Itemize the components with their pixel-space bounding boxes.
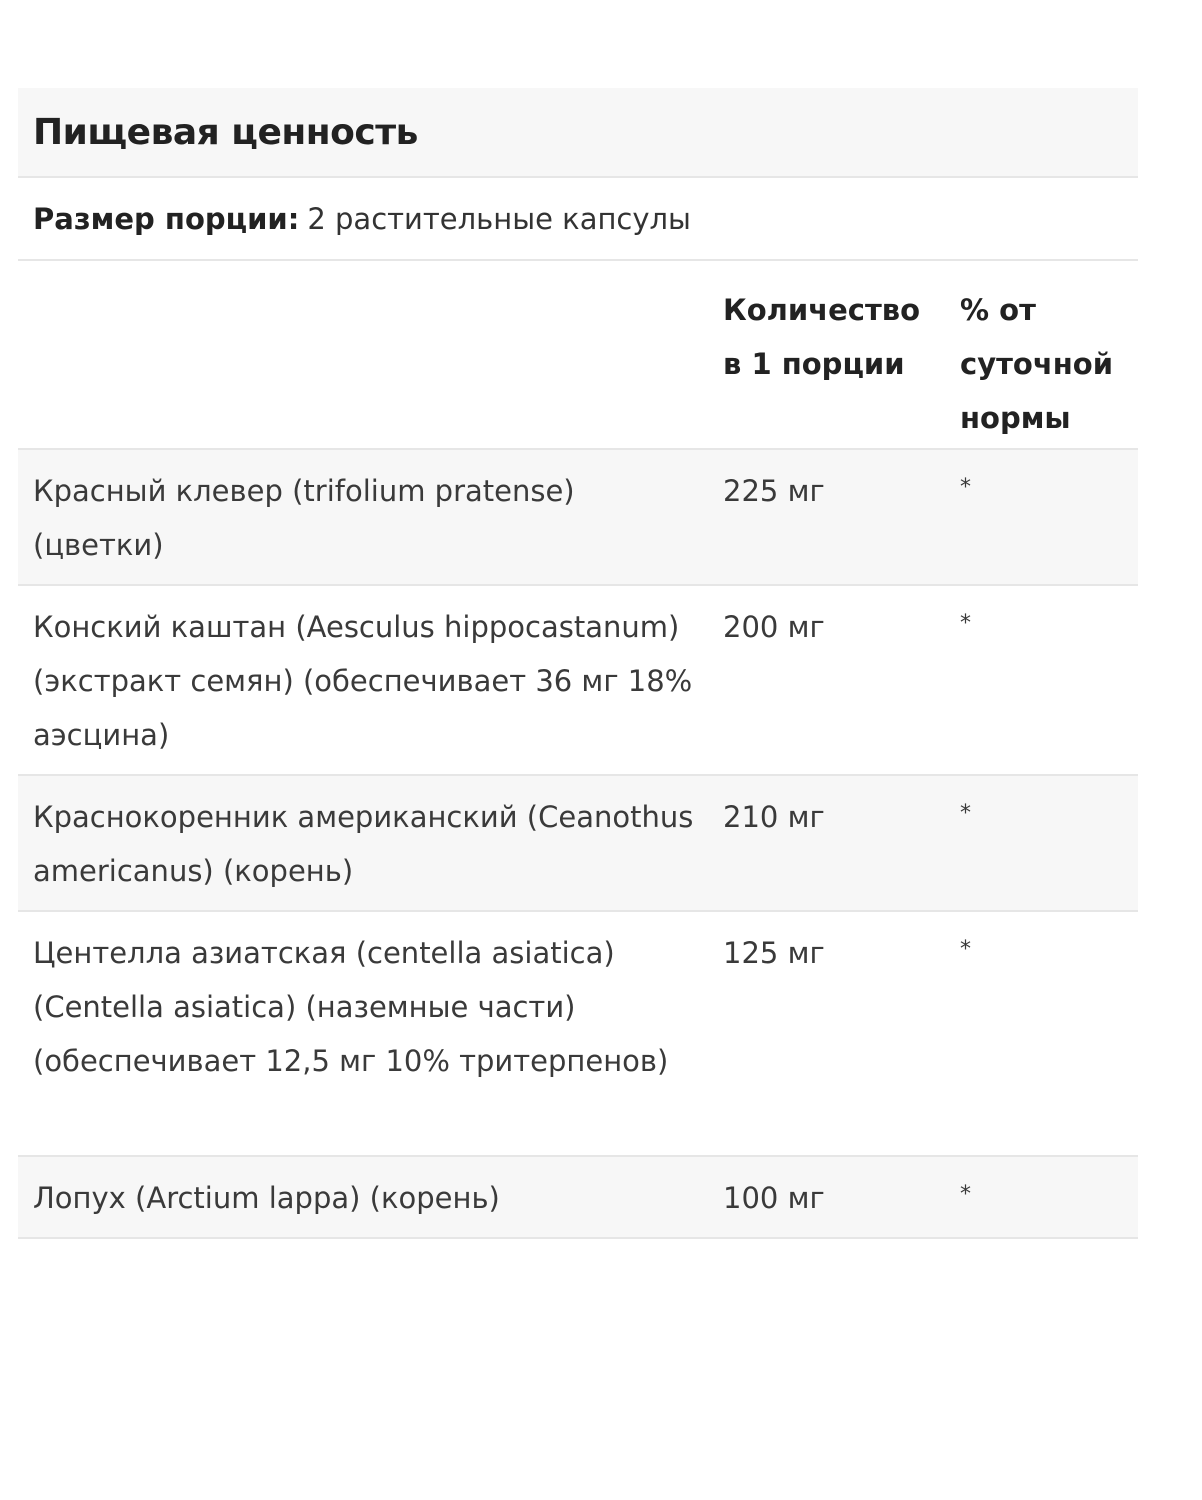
table-row	[18, 776, 1138, 912]
table-header-row	[18, 261, 1138, 450]
header-dv-line2: суточной	[960, 347, 1114, 381]
ingredient-name: Центелла азиатская (centella asiatica) (Centella asiatica) (наземные части) (обеспечивает 12,5 мг 10% тритерпенов)	[33, 936, 669, 1078]
header-dv-line1: % от	[960, 293, 1036, 327]
ingredient-amount: 125 мг	[723, 936, 825, 970]
table-row	[18, 586, 1138, 776]
ingredient-daily-value: *	[960, 475, 971, 500]
ingredient-daily-value: *	[960, 611, 971, 636]
ingredient-amount: 100 мг	[723, 1181, 825, 1215]
header-daily-value-cell	[945, 261, 1138, 448]
ingredient-daily-value: *	[960, 937, 971, 962]
ingredient-name: Красный клевер (trifolium pratense) (цветки)	[33, 474, 575, 562]
header-amount-line1: Количество	[723, 293, 921, 327]
serving-size-row	[18, 178, 1138, 261]
table-row	[18, 1157, 1138, 1239]
ingredient-name: Лопух (Arctium lappa) (корень)	[33, 1181, 500, 1215]
title-row	[18, 88, 1138, 178]
panel-title: Пищевая ценность	[33, 111, 418, 153]
header-amount-line2: в 1 порции	[723, 347, 905, 381]
table-row	[18, 912, 1138, 1157]
ingredient-daily-value: *	[960, 1182, 971, 1207]
ingredient-amount: 225 мг	[723, 474, 825, 508]
header-amount-cell	[708, 261, 945, 448]
nutrition-facts-panel	[18, 88, 1138, 1239]
serving-size-value: 2 растительные капсулы	[307, 201, 691, 236]
table-row	[18, 450, 1138, 586]
ingredient-amount: 210 мг	[723, 800, 825, 834]
serving-size-label: Размер порции:	[33, 201, 300, 236]
header-ingredient-cell	[18, 261, 708, 448]
ingredient-daily-value: *	[960, 801, 971, 826]
header-dv-line3: нормы	[960, 401, 1071, 435]
ingredient-name: Краснокоренник американский (Ceanothus americanus) (корень)	[33, 800, 694, 888]
ingredient-amount: 200 мг	[723, 610, 825, 644]
ingredient-name: Конский каштан (Aesculus hippocastanum) (экстракт семян) (обеспечивает 36 мг 18% аэсцина)	[33, 610, 693, 752]
